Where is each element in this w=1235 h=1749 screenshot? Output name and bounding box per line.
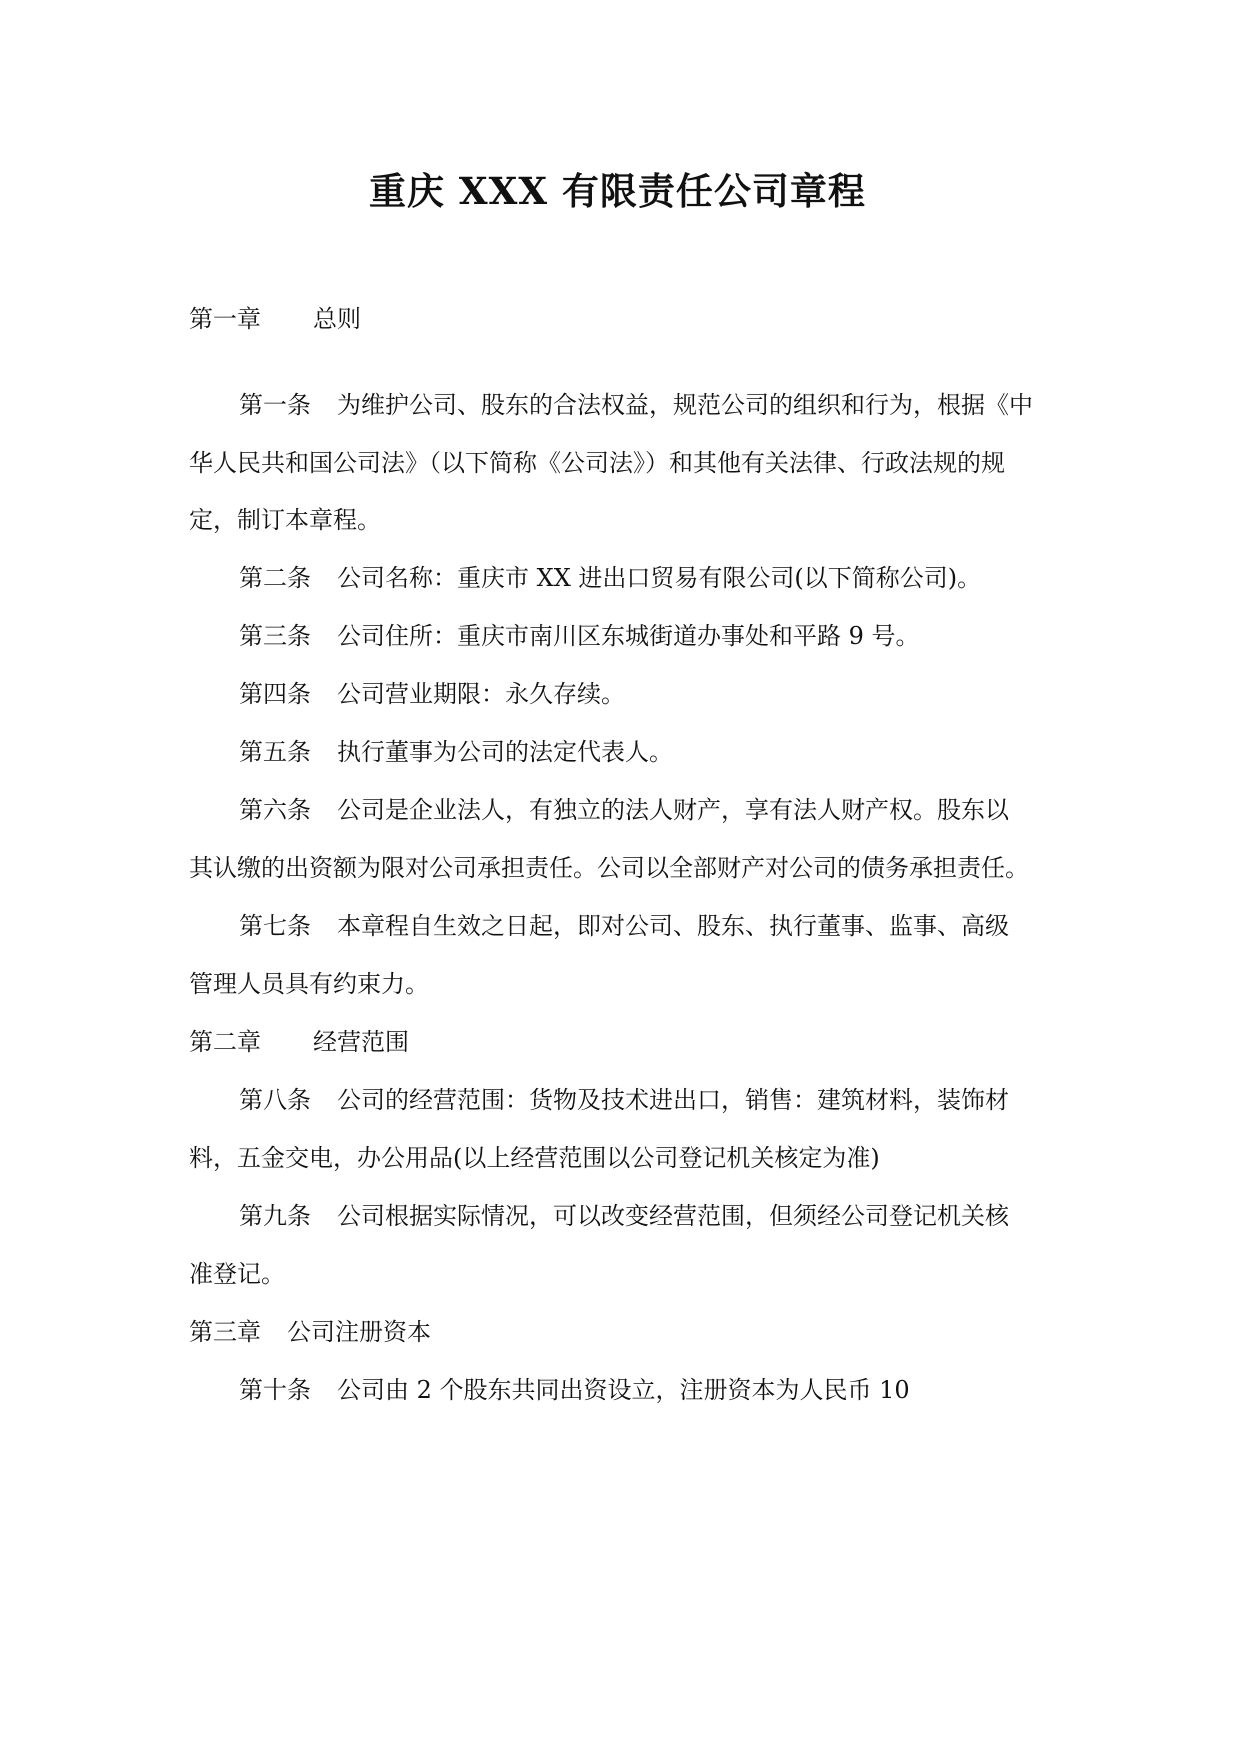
- article-continuation: 料，五金交电，办公用品(以上经营范围以公司登记机关核定为准): [189, 1144, 880, 1172]
- article-line: [239, 1373, 910, 1407]
- article-label: 第三条: [239, 622, 311, 650]
- article-line: [239, 909, 1009, 943]
- article-label: 第九条: [239, 1202, 311, 1230]
- article-continuation: 准登记。: [189, 1260, 285, 1288]
- article-line: [239, 677, 625, 711]
- article-text: 公司的经营范围：货物及技术进出口，销售：建筑材料，装饰材: [337, 1086, 1009, 1114]
- article-line: [239, 735, 673, 769]
- article-text: 公司由 2 个股东共同出资设立，注册资本为人民币 10: [337, 1376, 910, 1404]
- article-text: 为维护公司、股东的合法权益，规范公司的组织和行为，根据《中: [337, 391, 1033, 419]
- chapter-title: 经营范围: [313, 1028, 409, 1056]
- article-continuation: 定，制订本章程。: [189, 506, 381, 534]
- chapter-label: 第三章: [189, 1318, 261, 1346]
- chapter-heading: [189, 1315, 431, 1349]
- article-text: 公司是企业法人，有独立的法人财产，享有法人财产权。股东以: [337, 796, 1009, 824]
- article-line: [239, 793, 1009, 827]
- chapter-heading: [189, 302, 361, 336]
- article-continuation: 管理人员具有约束力。: [189, 970, 429, 998]
- article-line: [239, 1199, 1009, 1233]
- article-label: 第八条: [239, 1086, 311, 1114]
- chapter-label: 第一章: [189, 305, 261, 333]
- article-line: [239, 388, 1033, 422]
- article-label: 第六条: [239, 796, 311, 824]
- article-text: 公司营业期限：永久存续。: [337, 680, 625, 708]
- article-line: [239, 561, 981, 595]
- article-continuation: 华人民共和国公司法》（以下简称《公司法》）和其他有关法律、行政法规的规: [189, 449, 1005, 477]
- article-label: 第十条: [239, 1376, 311, 1404]
- article-text: 公司住所：重庆市南川区东城街道办事处和平路 9 号。: [337, 622, 920, 650]
- chapter-title: 总则: [313, 305, 361, 333]
- article-label: 第七条: [239, 912, 311, 940]
- article-label: 第五条: [239, 738, 311, 766]
- article-text: 本章程自生效之日起，即对公司、股东、执行董事、监事、高级: [337, 912, 1009, 940]
- article-label: 第一条: [239, 391, 311, 419]
- chapter-title: 公司注册资本: [287, 1318, 431, 1346]
- article-text: 执行董事为公司的法定代表人。: [337, 738, 673, 766]
- article-continuation: 其认缴的出资额为限对公司承担责任。公司以全部财产对公司的债务承担责任。: [189, 854, 1029, 882]
- article-label: 第二条: [239, 564, 311, 592]
- article-text: 公司根据实际情况，可以改变经营范围，但须经公司登记机关核: [337, 1202, 1009, 1230]
- article-line: [239, 619, 920, 653]
- article-text: 公司名称：重庆市 XX 进出口贸易有限公司(以下简称公司)。: [337, 564, 982, 592]
- article-label: 第四条: [239, 680, 311, 708]
- article-line: [239, 1083, 1009, 1117]
- chapter-heading: [189, 1025, 409, 1059]
- document-title: 重庆 XXX 有限责任公司章程: [369, 169, 866, 213]
- chapter-label: 第二章: [189, 1028, 261, 1056]
